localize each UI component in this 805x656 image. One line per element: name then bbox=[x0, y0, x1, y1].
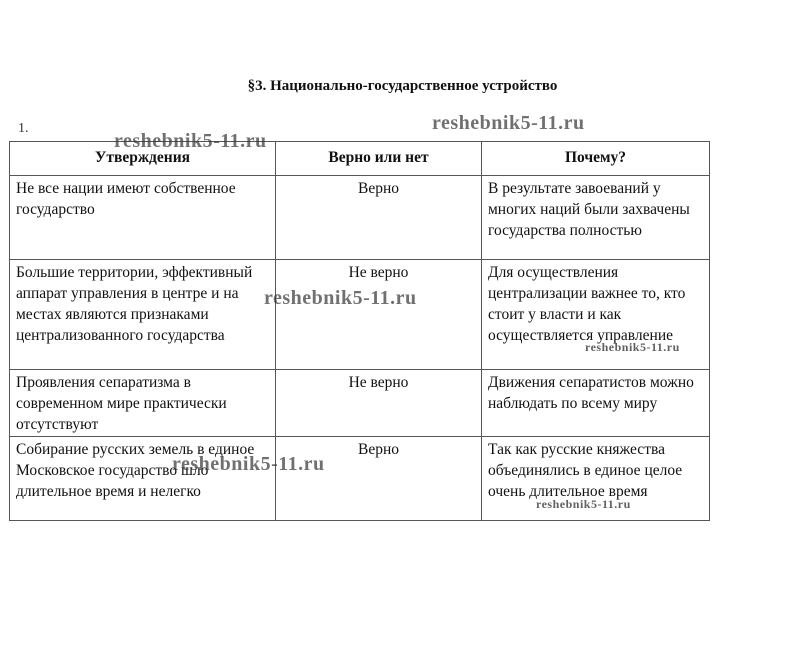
verdict-cell: Не верно bbox=[276, 260, 482, 370]
header-reason: Почему? bbox=[482, 142, 710, 176]
reason-cell: В результате завоеваний у многих наций были захвачены государства полностью bbox=[482, 176, 710, 260]
statement-cell: Большие территории, эффективный аппарат управления в центре и на местах являются признаками централизованного государства bbox=[10, 260, 276, 370]
reason-cell: Движения сепаратистов можно наблюдать по всему миру bbox=[482, 370, 710, 437]
watermark: reshebnik5-11.ru bbox=[264, 287, 417, 309]
header-verdict: Верно или нет bbox=[276, 142, 482, 176]
reason-cell: Так как русские княжества объединялись в единое целое очень длительное время bbox=[482, 437, 710, 521]
header-statements: Утверждения bbox=[10, 142, 276, 176]
statement-cell: Собирание русских земель в единое Московское государство шло длительное время и нелегко bbox=[10, 437, 276, 521]
verdict-cell: Верно bbox=[276, 176, 482, 260]
table-row bbox=[10, 176, 710, 260]
watermark: reshebnik5-11.ru bbox=[114, 130, 267, 152]
watermark: reshebnik5-11.ru bbox=[432, 112, 585, 134]
table-row bbox=[10, 370, 710, 437]
task-number: 1. bbox=[18, 121, 29, 136]
watermark: reshebnik5-11.ru bbox=[536, 497, 631, 511]
statement-cell: Проявления сепаратизма в современном мире практически отсутствуют bbox=[10, 370, 276, 437]
reason-cell: Для осуществления централизации важнее то, кто стоит у власти и как осуществляется управление bbox=[482, 260, 710, 370]
verdict-cell: Верно bbox=[276, 437, 482, 521]
watermark: reshebnik5-11.ru bbox=[585, 340, 680, 354]
page-title: §3. Национально-государственное устройство bbox=[247, 78, 558, 94]
verdict-cell: Не верно bbox=[276, 370, 482, 437]
watermark: reshebnik5-11.ru bbox=[172, 453, 325, 475]
statement-cell: Не все нации имеют собственное государство bbox=[10, 176, 276, 260]
statements-table bbox=[9, 141, 710, 521]
